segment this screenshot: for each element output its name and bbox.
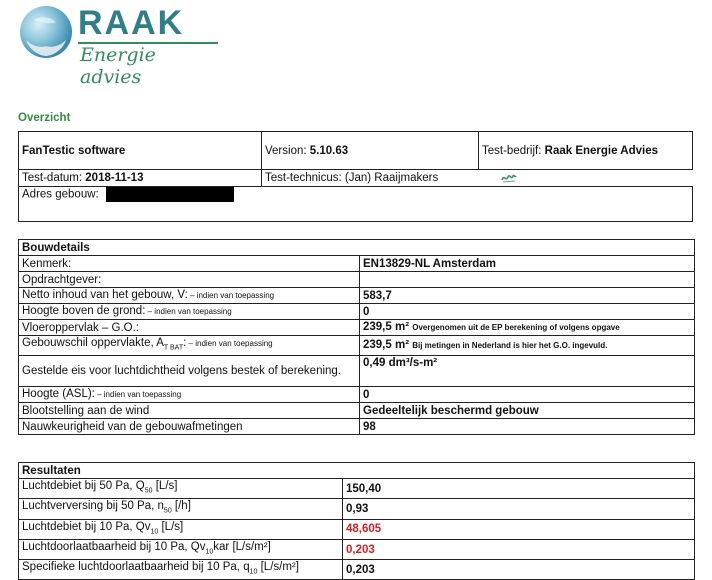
results-table — [18, 462, 695, 580]
building-details-header: Bouwdetails — [19, 240, 695, 256]
company-logo — [16, 4, 216, 88]
table-row — [19, 519, 695, 539]
row-label: Luchtdoorlaatbaarheid bij 10 Pa, $Qv_{10}kar$ [L/s/m²] — [19, 539, 343, 559]
row-label: Blootstelling aan de wind — [19, 403, 360, 419]
technician-value: (Jan) Raaijmakers — [344, 172, 439, 185]
row-label: Gebouwschil oppervlakte, $A_{T BAT}$: – indien van toepassing — [19, 336, 360, 356]
technician-label: Test-technicus: — [265, 172, 342, 185]
row-label: Nauwkeurigheid van de gebouwafmetingen — [19, 419, 360, 435]
row-value: 239,5 m² Overgenomen uit de EP berekening of volgens opgave — [360, 320, 695, 336]
logo-name: RAAK — [78, 4, 185, 42]
globe-logo-icon — [20, 6, 72, 58]
row-label: Gestelde eis voor luchtdichtheid volgens bestek of berekening. — [19, 356, 360, 387]
row-label: Kenmerk: — [19, 256, 360, 272]
address-cell — [19, 187, 693, 222]
technician-cell — [262, 170, 693, 187]
row-label: Vloeroppervlak – G.O.: — [19, 320, 360, 336]
row-value — [360, 272, 695, 288]
row-label: Luchtdebiet bij 50 Pa, $Q_{50}$ [L/s] — [19, 479, 343, 499]
table-row — [19, 403, 695, 419]
table-row — [19, 539, 695, 559]
row-value: 0,203 — [343, 560, 695, 580]
table-row — [19, 256, 695, 272]
table-row — [19, 272, 695, 288]
row-label: Netto inhoud van het gebouw, V: – indien van toepassing — [19, 288, 360, 304]
row-value: 0,93 — [343, 499, 695, 519]
overview-title: Overzicht — [18, 112, 71, 124]
row-value: 0 — [360, 304, 695, 320]
row-label: Hoogte (ASL): – indien van toepassing — [19, 387, 360, 403]
table-row — [19, 356, 695, 387]
redacted-address — [106, 187, 234, 202]
row-label: Luchtdebiet bij 10 Pa, $Qv_{10}$ [L/s] — [19, 519, 343, 539]
signature-icon — [501, 172, 517, 184]
row-label: Specifieke luchtdoorlaatbaarheid bij 10 Pa, $q_{10}$ [L/s/m²] — [19, 560, 343, 580]
row-hint: – indien van toepassing — [187, 291, 275, 300]
table-row — [19, 479, 695, 499]
table-row — [19, 288, 695, 304]
row-value: 0,49 dm³/s-m² — [360, 356, 695, 387]
results-header: Resultaten — [19, 463, 695, 479]
row-label: Opdrachtgever: — [19, 272, 360, 288]
table-row — [19, 336, 695, 356]
row-note: Overgenomen uit de EP berekening of volgens opgave — [412, 323, 620, 332]
logo-subtitle: Energie advies — [80, 44, 156, 88]
building-details-table — [18, 239, 695, 435]
row-hint: – indien van toepassing — [145, 307, 232, 316]
table-row — [19, 387, 695, 403]
version-label: Version: — [265, 144, 307, 157]
row-label: Hoogte boven de grond: – indien van toepassing — [19, 304, 360, 320]
row-value: 583,7 — [360, 288, 695, 304]
row-note: Bij metingen in Nederland is hier het G.O. ingevuld. — [412, 341, 608, 351]
table-row — [19, 320, 695, 336]
row-value: EN13829-NL Amsterdam — [360, 256, 695, 272]
row-value: 150,40 — [343, 479, 695, 499]
company-value: Raak Energie Advies — [544, 144, 658, 157]
table-row — [19, 419, 695, 435]
row-hint: – indien van toepassing — [186, 339, 273, 348]
row-value: 239,5 m² Bij metingen in Nederland is hier het G.O. ingevuld. — [360, 336, 695, 356]
address-label: Adres gebouw: — [22, 188, 99, 201]
row-value: Gedeeltelijk beschermd gebouw — [360, 403, 695, 419]
table-row — [19, 560, 695, 580]
date-label: Test-datum: — [22, 172, 83, 184]
date-cell — [19, 170, 262, 187]
row-hint: – indien van toepassing — [94, 390, 182, 400]
table-row — [19, 304, 695, 320]
version-value: 5.10.63 — [309, 144, 349, 157]
date-value: 2018-11-13 — [85, 172, 144, 184]
row-value: 0,203 — [343, 539, 695, 559]
row-value: 98 — [360, 419, 695, 435]
row-value: 48,605 — [343, 519, 695, 539]
software-name: FanTestic software — [22, 144, 126, 157]
row-label: Luchtverversing bij 50 Pa, $n_{50}$ [/h] — [19, 499, 343, 519]
row-value: 0 — [360, 387, 695, 403]
version-cell — [262, 132, 479, 170]
software-cell — [19, 132, 262, 170]
company-label: Test-bedrijf: — [482, 144, 542, 157]
company-cell — [479, 132, 693, 170]
table-row — [19, 499, 695, 519]
overview-table — [18, 131, 693, 222]
